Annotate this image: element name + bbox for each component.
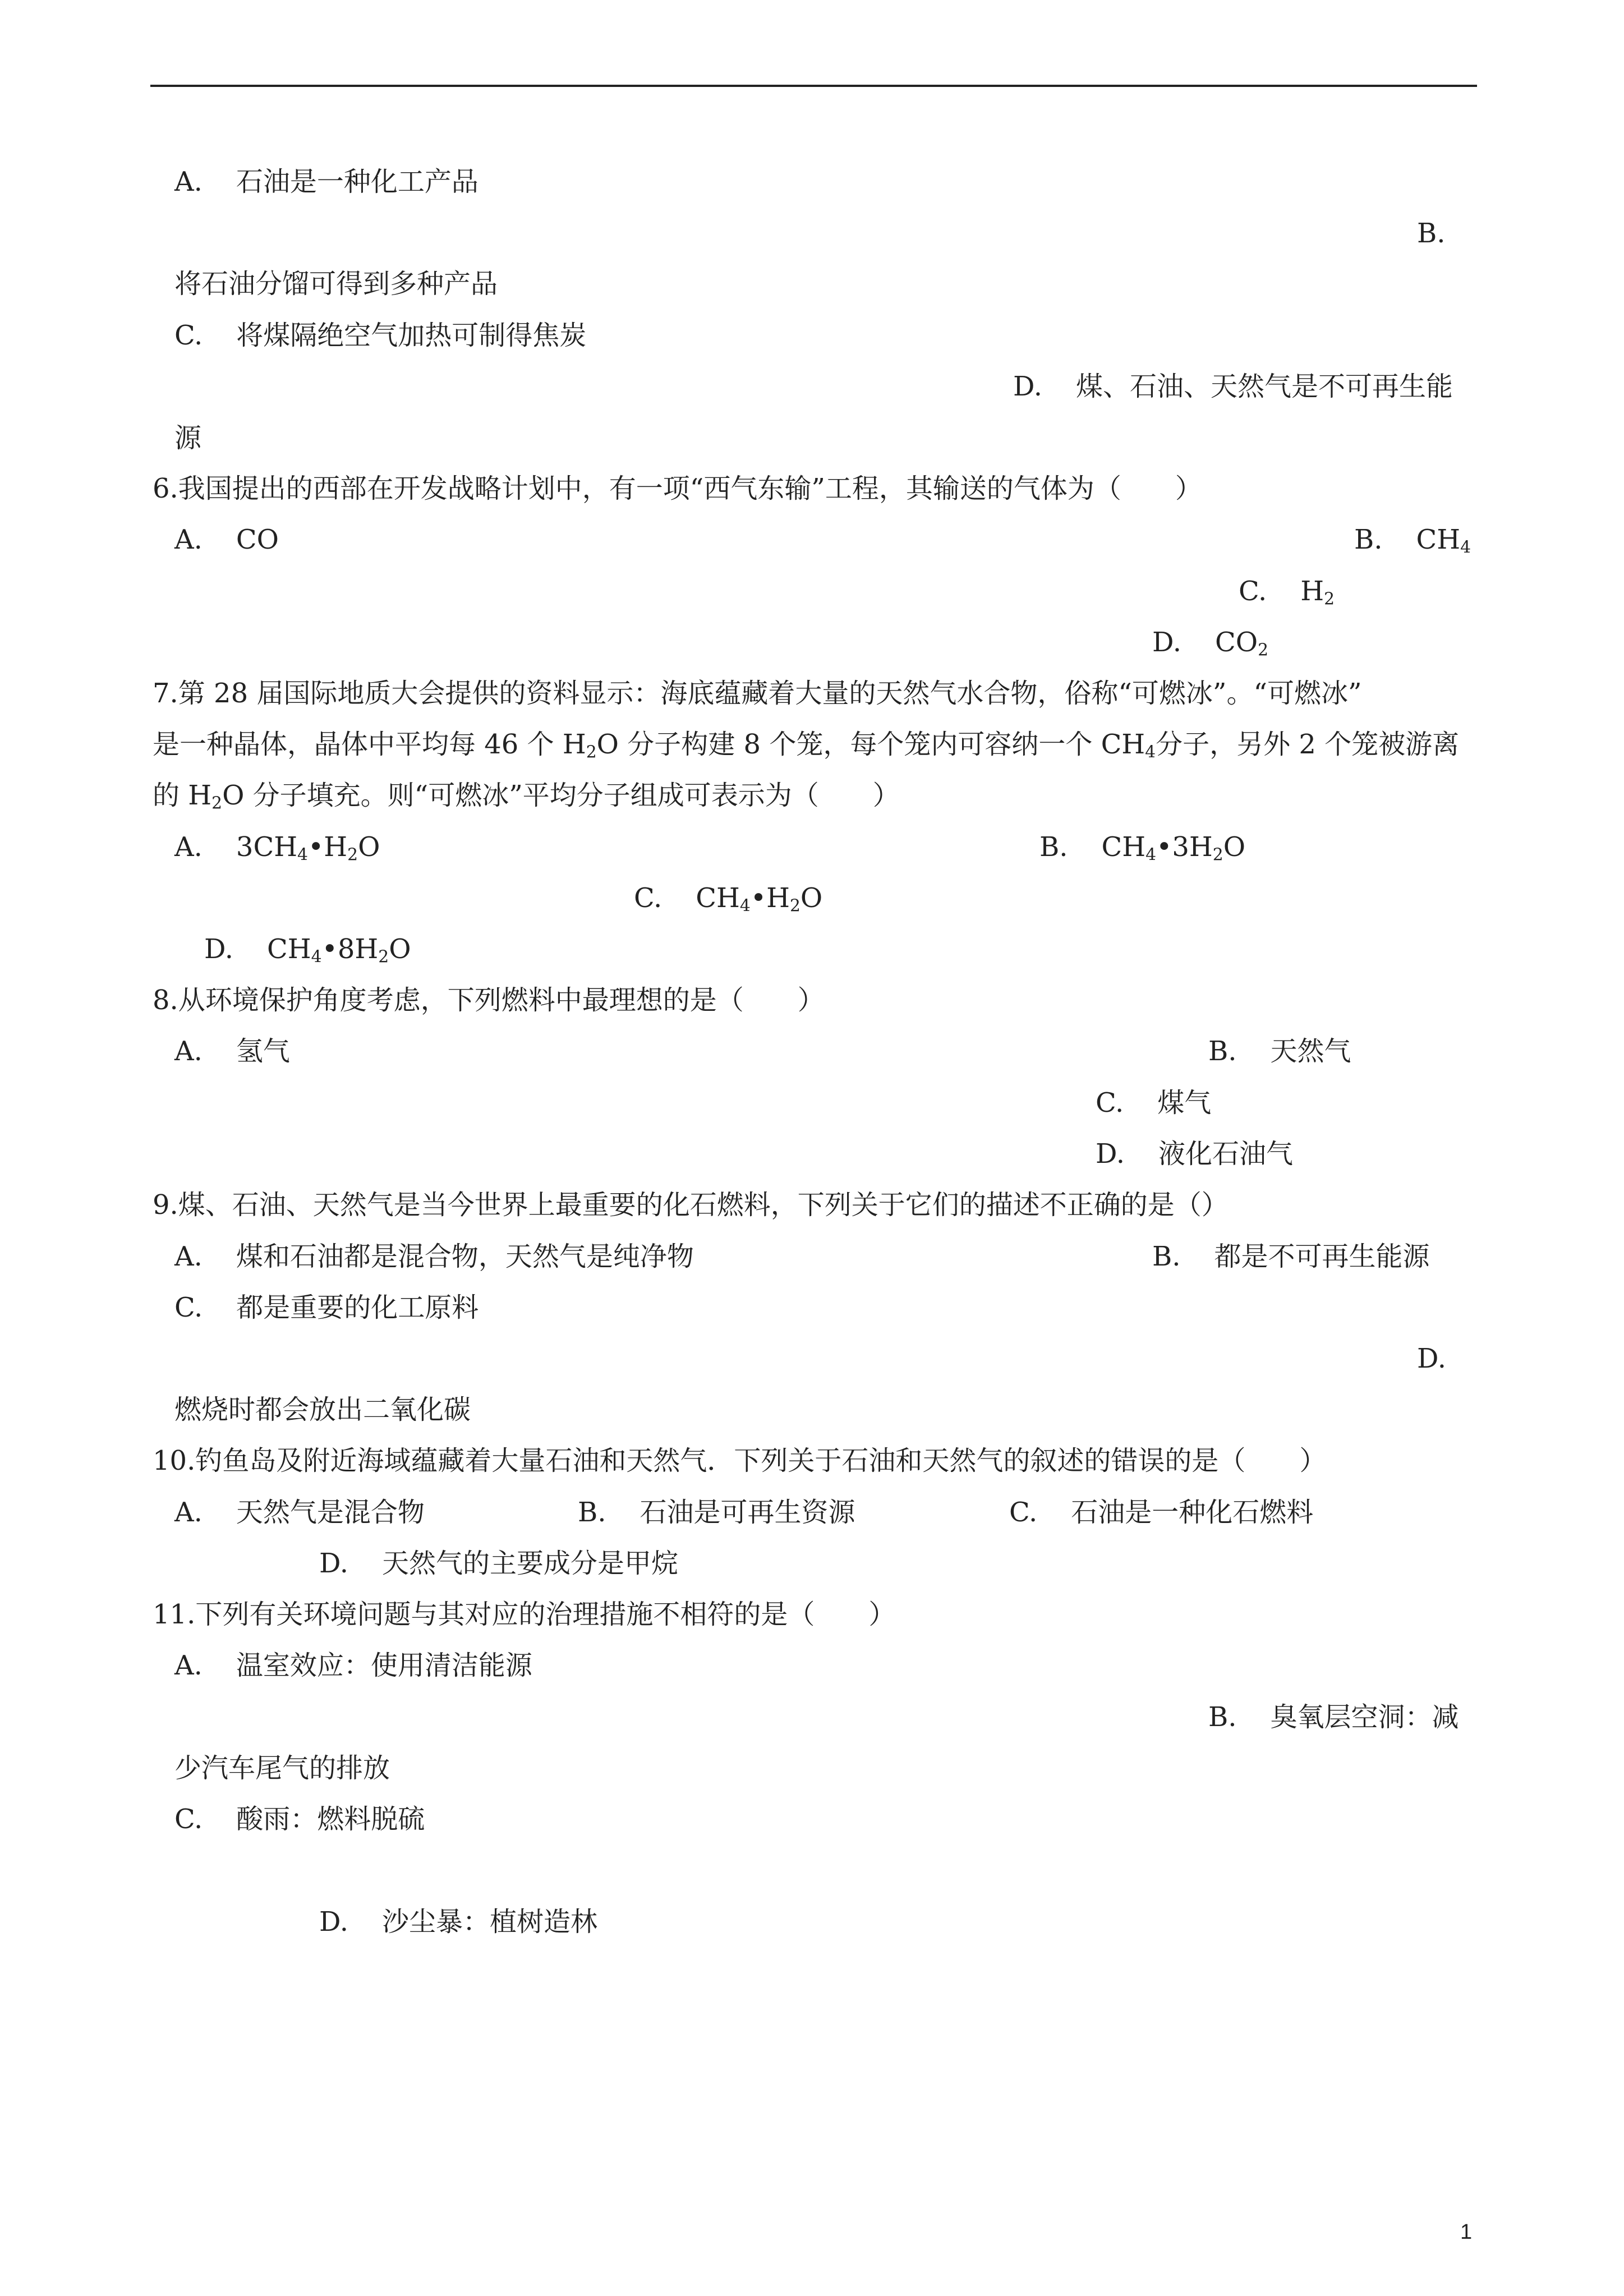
q8-stem: 8.从环境保护角度考虑，下列燃料中最理想的是（ ） (153, 984, 825, 1016)
q7-stem-line3: 的 $H_2O$ 分子填充。则“可燃冰”平均分子组成可表示为（ ） (153, 780, 900, 813)
q9-option-c: C. 都是重要的化工原料 (174, 1292, 479, 1323)
q10-stem: 10.钓鱼岛及附近海域蕴藏着大量石油和天然气．下列关于石油和天然气的叙述的错误的是（ ） (153, 1445, 1327, 1476)
q9-option-d-letter: D. (1417, 1343, 1447, 1374)
q5-option-a: A. 石油是一种化工产品 (174, 166, 479, 197)
q7-option-a: A. $3CH_4•H_2O$ (174, 831, 380, 865)
q8-option-a: A. 氢气 (174, 1036, 290, 1067)
q7-stem-line2: 是一种晶体，晶体中平均每 46 个 $H_2O$ 分子构建 8 个笼，每个笼内可容纳一个 $CH_4$分子，另外 2 个笼被游离 (153, 729, 1460, 762)
q8-option-b: B. 天然气 (1208, 1036, 1351, 1067)
page-number: 1 (1460, 2220, 1473, 2244)
q5-option-b-text: 将石油分馏可得到多种产品 (174, 268, 498, 300)
header-rule (150, 85, 1477, 87)
q10-option-d: D. 天然气的主要成分是甲烷 (319, 1548, 679, 1579)
q8-option-d: D. 液化石油气 (1096, 1138, 1294, 1170)
q7-option-b: B. $CH_4•3H_2O$ (1039, 831, 1246, 865)
q10-option-b: B. 石油是可再生资源 (578, 1497, 855, 1528)
q11-option-d: D. 沙尘暴：植树造林 (319, 1906, 598, 1938)
q5-option-d: D. 煤、石油、天然气是不可再生能 (1013, 371, 1453, 402)
q9-stem: 9.煤、石油、天然气是当今世界上最重要的化石燃料，下列关于它们的描述不正确的是（） (153, 1189, 1229, 1221)
q11-stem: 11.下列有关环境问题与其对应的治理措施不相符的是（ ） (153, 1599, 896, 1630)
q5-option-c: C. 将煤隔绝空气加热可制得焦炭 (174, 320, 587, 351)
q5-option-d-cont: 源 (174, 422, 202, 454)
q11-option-b: B. 臭氧层空洞：减 (1208, 1701, 1459, 1733)
q6-stem: 6.我国提出的西部在开发战略计划中，有一项“西气东输”工程，其输送的气体为（ ） (153, 473, 1202, 504)
q7-option-c: C. $CH_4•H_2O$ (634, 882, 823, 916)
q9-option-a: A. 煤和石油都是混合物，天然气是纯净物 (174, 1241, 694, 1272)
q5-option-b-letter: B. (1417, 218, 1446, 249)
q11-option-c: C. 酸雨：燃料脱硫 (174, 1803, 425, 1835)
q8-option-c: C. 煤气 (1096, 1087, 1212, 1119)
q9-option-b: B. 都是不可再生能源 (1152, 1241, 1430, 1272)
q9-option-d-text: 燃烧时都会放出二氧化碳 (174, 1394, 471, 1425)
q6-option-a: A. CO (174, 524, 279, 555)
q11-option-a: A. 温室效应：使用清洁能源 (174, 1650, 532, 1681)
q10-option-a: A. 天然气是混合物 (174, 1497, 425, 1528)
q11-option-b-cont: 少汽车尾气的排放 (174, 1752, 390, 1784)
q7-option-d: D. $CH_4•8H_2O$ (204, 933, 411, 967)
q6-option-d: D. $CO_2$ (1152, 627, 1269, 660)
q6-option-b: B. $CH_4$ (1354, 524, 1471, 558)
q7-stem-line1: 7.第 28 届国际地质大会提供的资料显示：海底蕴藏着大量的天然气水合物，俗称“可燃冰”。“可燃冰” (153, 678, 1362, 709)
q10-option-c: C. 石油是一种化石燃料 (1009, 1497, 1314, 1528)
q6-option-c: C. $H_2$ (1239, 576, 1335, 609)
